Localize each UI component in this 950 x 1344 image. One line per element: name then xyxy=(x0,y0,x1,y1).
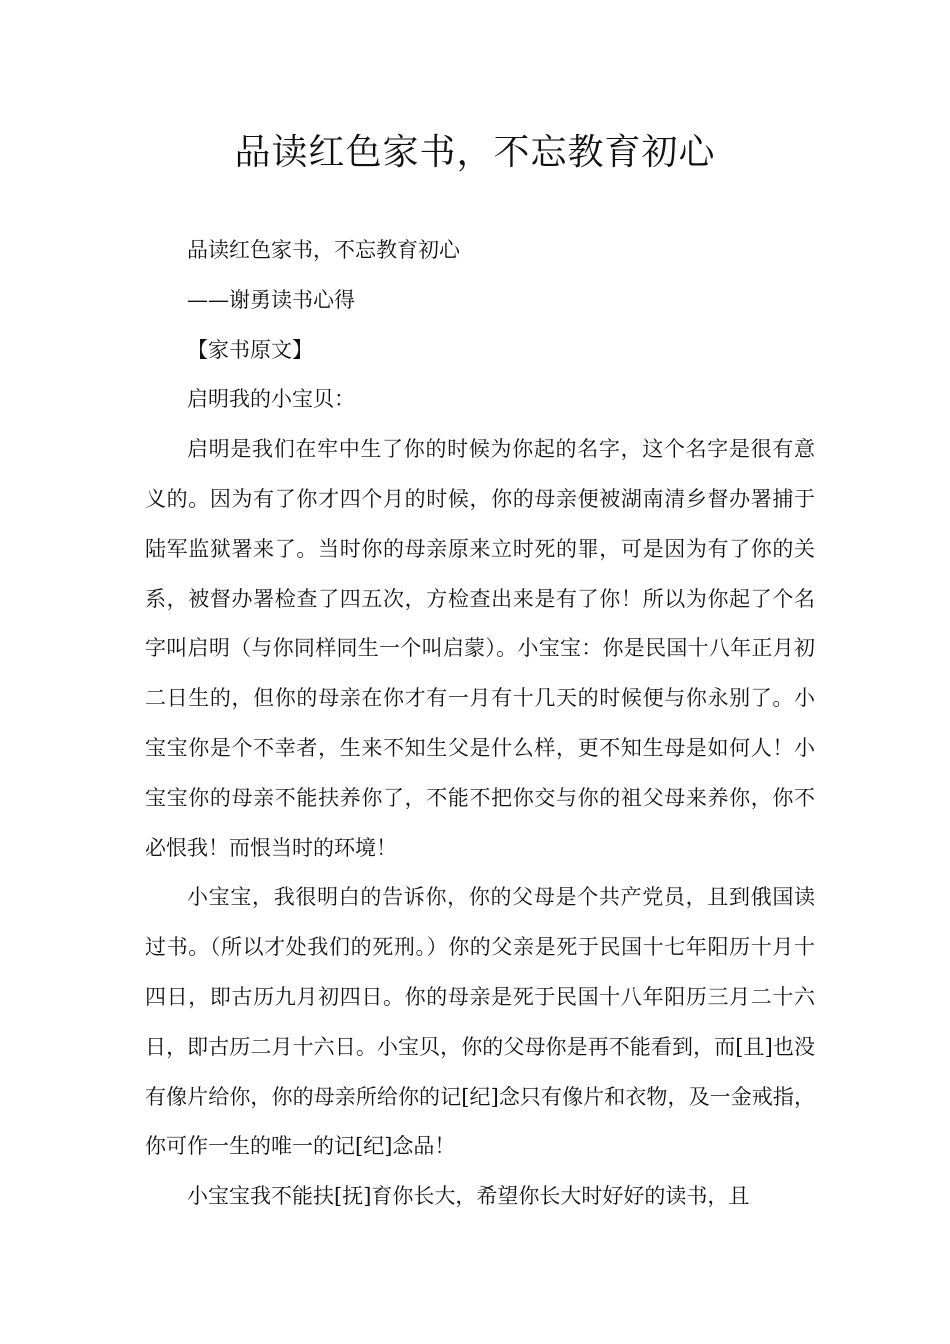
letter-paragraph: 小宝宝我不能扶[抚]育你长大，希望你长大时好好的读书，且 xyxy=(187,1184,750,1209)
letter-salutation: 启明我的小宝贝： xyxy=(187,387,355,412)
author-line: ——谢勇读书心得 xyxy=(187,287,355,312)
section-heading: 【家书原文】 xyxy=(187,337,313,362)
letter-paragraph: 启明是我们在牢中生了你的时候为你起的名字，这个名字是很有意义的。因为有了你才四个月的时候，你的母亲便被湖南清乡督办署捕于陆军监狱署来了。当时你的母亲原来立时死的罪，可是因为有了你的关系，被督办署检查了四五次，方检查出来是有了你！所以为你起了个名字叫启明（与你同样同生一个叫启蒙）。小宝宝：你是民国十八年正月初二日生的，但你的母亲在你才有一月有十几天的时候便与你永别了。小宝宝你是个不幸者，生来不知生父是什么样，更不知生母是如何人！小宝宝你的母亲不能扶养你了，不能不把你交与你的祖父母来养你，你不必恨我！而恨当时的环境！ xyxy=(145,437,815,860)
document-title: 品读红色家书，不忘教育初心 xyxy=(234,132,716,173)
document-body xyxy=(145,226,815,1222)
subtitle-line: 品读红色家书，不忘教育初心 xyxy=(187,238,460,262)
letter-paragraph: 小宝宝，我很明白的告诉你，你的父母是个共产党员，且到俄国读过书。（所以才处我们的死刑。）你的父亲是死于民国十七年阳历十月十四日，即古历九月初四日。你的母亲是死于民国十八年阳历三月二十六日，即古历二月十六日。小宝贝，你的父母你是再不能看到，而[且]也没有像片给你，你的母亲所给你的记[纪]念只有像片和衣物，及一金戒指，你可作一生的唯一的记[纪]念品！ xyxy=(145,885,815,1159)
